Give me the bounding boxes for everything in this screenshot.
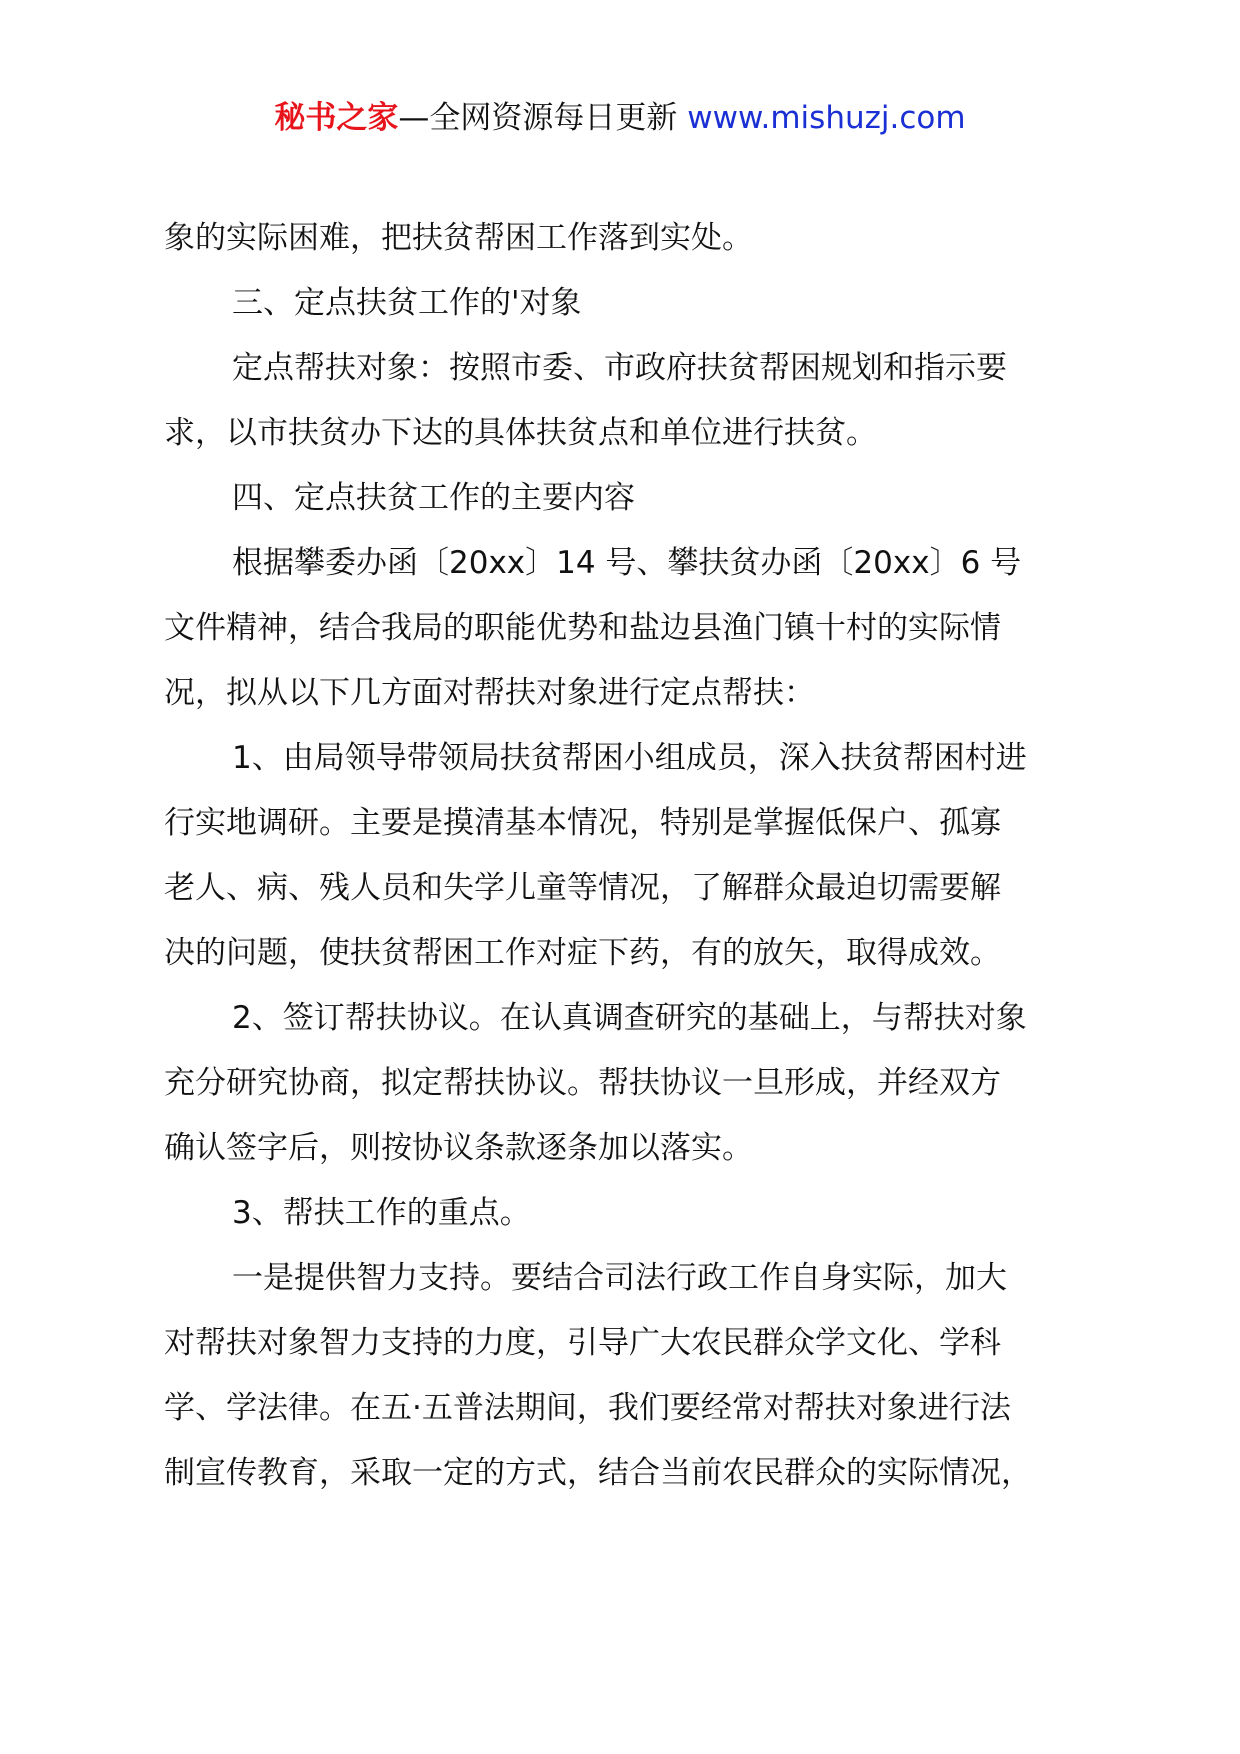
text-line: 对帮扶对象智力支持的力度，引导广大农民群众学文化、学科 <box>164 1325 1001 1361</box>
text-line: 根据攀委办函〔20xx〕14 号、攀扶贫办函〔20xx〕6 号 <box>232 545 1022 581</box>
text-line: 一是提供智力支持。要结合司法行政工作自身实际，加大 <box>232 1260 1007 1296</box>
text-line: 况，拟从以下几方面对帮扶对象进行定点帮扶： <box>164 675 815 711</box>
text-line: 定点帮扶对象：按照市委、市政府扶贫帮困规划和指示要 <box>232 350 1007 386</box>
brand-name: 秘书之家 <box>274 100 399 136</box>
text-line: 制宣传教育，采取一定的方式，结合当前农民群众的实际情况， <box>164 1455 1032 1491</box>
header-slogan: —全网资源每日更新 <box>398 100 678 136</box>
text-line: 充分研究协商，拟定帮扶协议。帮扶协议一旦形成，并经双方 <box>164 1065 1001 1101</box>
text-line: 3、帮扶工作的重点。 <box>232 1195 531 1231</box>
text-line: 决的问题，使扶贫帮困工作对症下药，有的放矢，取得成效。 <box>164 935 1001 971</box>
section-heading-4: 四、定点扶贫工作的主要内容 <box>232 480 635 516</box>
text-line: 象的实际困难，把扶贫帮困工作落到实处。 <box>164 220 753 256</box>
document-body <box>164 220 1094 1506</box>
section-heading-3: 三、定点扶贫工作的'对象 <box>232 285 582 321</box>
text-line: 文件精神，结合我局的职能优势和盐边县渔门镇十村的实际情 <box>164 610 1001 646</box>
text-line: 老人、病、残人员和失学儿童等情况，了解群众最迫切需要解 <box>164 870 1001 906</box>
text-line: 行实地调研。主要是摸清基本情况，特别是掌握低保户、孤寡 <box>164 805 1001 841</box>
page-header <box>0 98 1240 138</box>
text-line: 确认签字后，则按协议条款逐条加以落实。 <box>164 1130 753 1166</box>
text-line: 学、学法律。在五·五普法期间，我们要经常对帮扶对象进行法 <box>164 1390 1011 1426</box>
site-url-link[interactable]: www.mishuzj.com <box>687 100 966 136</box>
text-line: 2、签订帮扶协议。在认真调查研究的基础上，与帮扶对象 <box>232 1000 1027 1036</box>
text-line: 求，以市扶贫办下达的具体扶贫点和单位进行扶贫。 <box>164 415 877 451</box>
text-line: 1、由局领导带领局扶贫帮困小组成员，深入扶贫帮困村进 <box>232 740 1027 776</box>
